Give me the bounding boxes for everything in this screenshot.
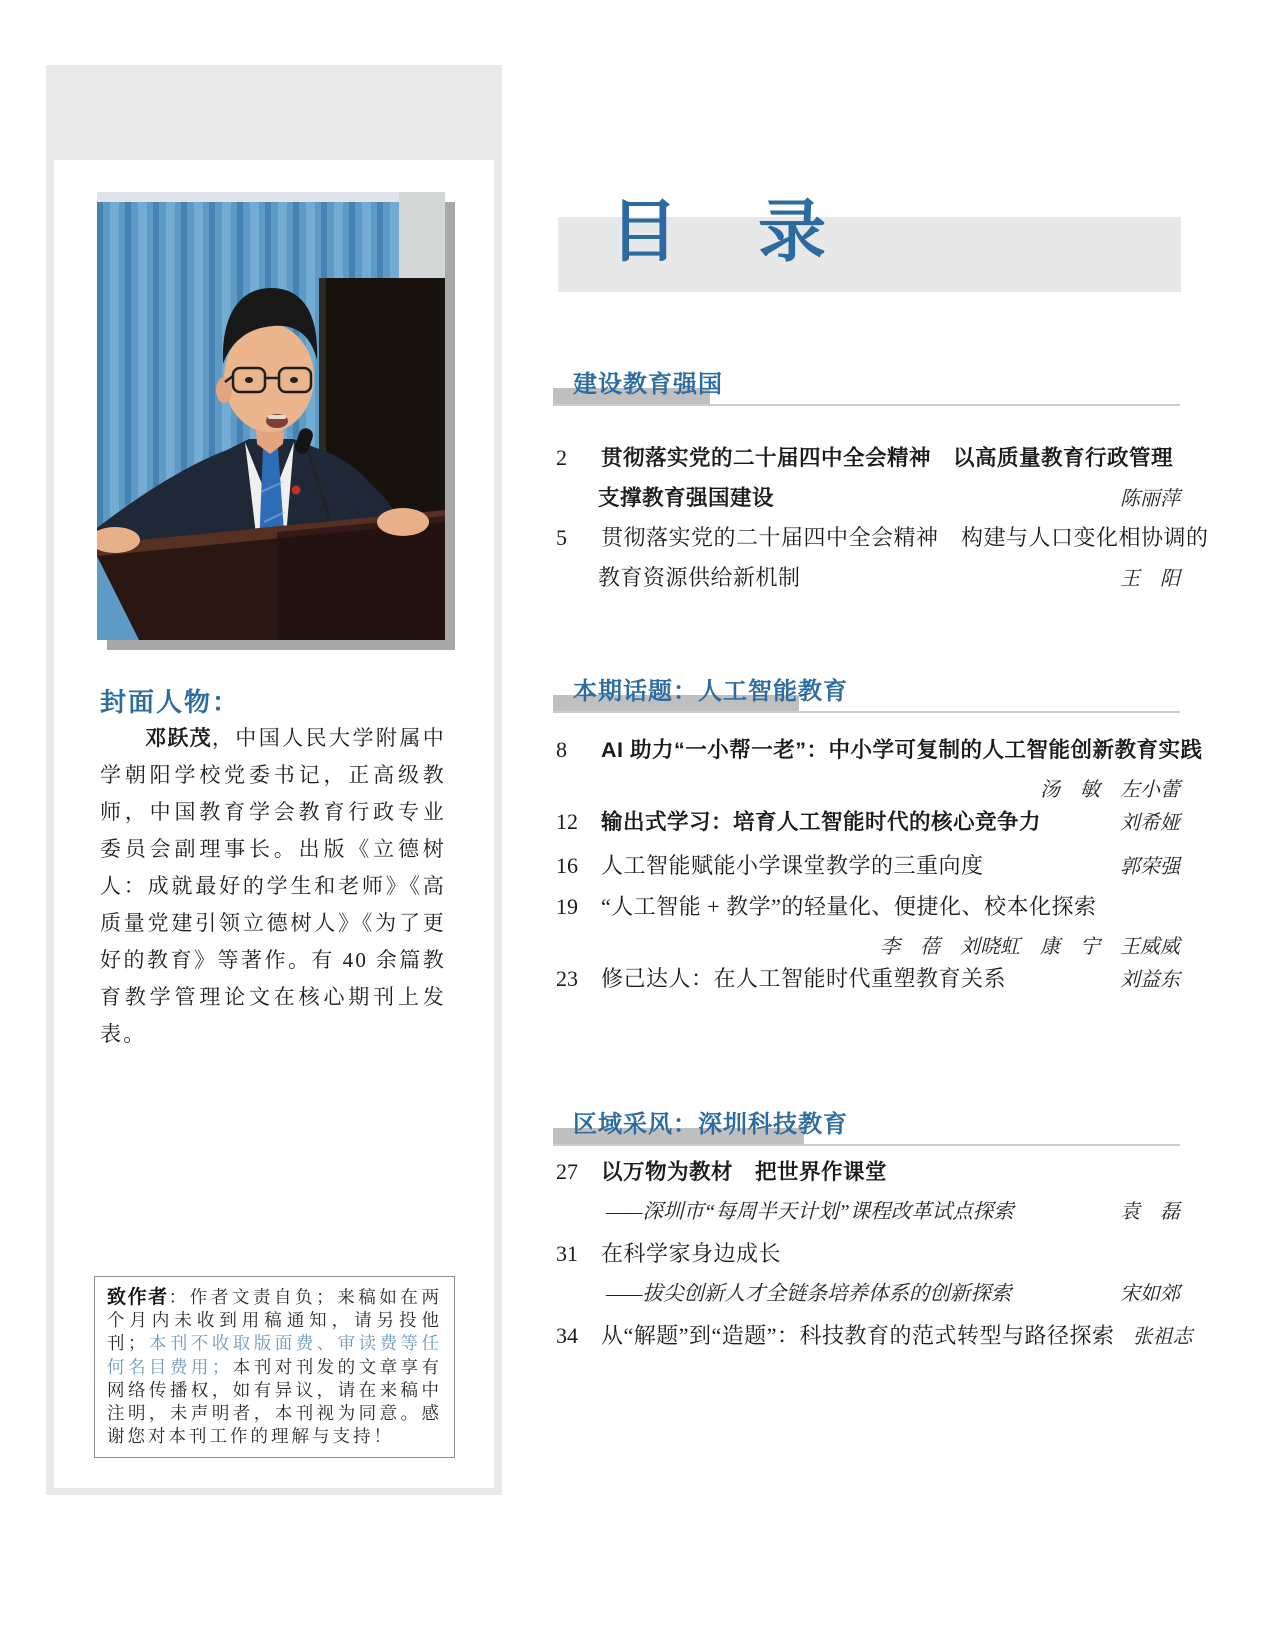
page-number: 31 (556, 1241, 578, 1266)
section-header-1 (553, 365, 1180, 406)
section-label: 本期话题：人工智能教育 (573, 678, 848, 705)
article-authors: 王 阳 (1120, 568, 1180, 590)
section-label: 建设教育强国 (573, 371, 723, 398)
article-subtitle: ——拔尖创新人才全链条培养体系的创新探索 (606, 1283, 1012, 1305)
article-title: 输出式学习：培育人工智能时代的核心竞争力 (601, 810, 1042, 834)
article-title: “人工智能 + 教学”的轻量化、便捷化、校本化探索 (601, 894, 1097, 919)
toc-entry (553, 1152, 1180, 1232)
toc-entry (553, 846, 1180, 887)
article-title: 贯彻落实党的二十届四中全会精神 构建与人口变化相协调的 (601, 525, 1209, 550)
authors-notice-text-2: 本刊对刊发的文章享有网络传播权，如有异议，请在来稿中注明，未声明者，本刊视为同意。感谢您对本刊工作的理解与支持！ (107, 1356, 443, 1447)
cover-person-name: 邓跃茂 (145, 727, 212, 750)
page-number: 23 (556, 966, 578, 991)
article-title: 人工智能赋能小学课堂教学的三重向度 (601, 853, 984, 878)
page-number: 16 (556, 853, 578, 878)
page-number: 19 (556, 894, 578, 919)
article-authors: 刘益东 (1120, 969, 1180, 991)
page-number: 27 (556, 1159, 578, 1184)
toc-entry (553, 1316, 1193, 1357)
cover-photo-illustration (97, 192, 445, 640)
article-title: 贯彻落实党的二十届四中全会精神 以高质量教育行政管理 (601, 446, 1174, 470)
toc-entry (553, 887, 1180, 967)
page-title: 目 录 (610, 194, 833, 270)
article-title: 支撑教育强国建设 (598, 486, 775, 510)
article-authors: 郭荣强 (1120, 856, 1180, 878)
authors-notice-text-1: ：作者文责自负；来稿如在两个月内未收到用稿通知，请另投他刊； (107, 1287, 442, 1354)
toc-entry (553, 1234, 1180, 1314)
article-authors: 陈丽萍 (1120, 488, 1180, 510)
article-authors: 张祖志 (1132, 1326, 1193, 1348)
toc-entry (553, 959, 1180, 1000)
left-panel-card (54, 160, 494, 1488)
article-title: 教育资源供给新机制 (598, 565, 801, 590)
article-authors: 宋如郊 (1120, 1283, 1180, 1305)
section-header-3 (553, 1105, 1180, 1146)
section-header-2 (553, 672, 1180, 713)
page-number: 5 (556, 525, 567, 550)
article-title: 修己达人：在人工智能时代重塑教育关系 (601, 966, 1007, 991)
section-label: 区域采风：深圳科技教育 (573, 1111, 848, 1138)
toc-entry (553, 518, 1209, 599)
article-authors: 袁 磊 (1120, 1201, 1180, 1223)
page-number: 8 (556, 737, 567, 762)
article-title: 以万物为教材 把世界作课堂 (601, 1160, 888, 1184)
cover-photo (97, 192, 445, 640)
article-title: 从“解题”到“造题”：科技教育的范式转型与路径探索 (601, 1323, 1115, 1348)
page-number: 34 (556, 1323, 578, 1348)
cover-person-bio-text: ，中国人民大学附属中学朝阳学校党委书记，正高级教师，中国教育学会教育行政专业委员会副理事长。出版《立德树人：成就最好的学生和老师》《高质量党建引领立德树人》《为了更好的教育》等著作。有 40 余篇教育教学管理论文在核心期刊上发表。 (100, 726, 447, 1046)
article-subtitle: ——深圳市“每周半天计划”课程改革试点探索 (606, 1201, 1014, 1223)
left-panel (46, 65, 502, 1495)
cover-person-bio (100, 720, 446, 1053)
article-title: 在科学家身边成长 (601, 1241, 782, 1266)
page-number: 2 (556, 445, 567, 470)
page-number: 12 (556, 809, 578, 834)
article-authors: 刘希娅 (1120, 812, 1180, 834)
article-authors: 李 蓓 刘晓虹 康 宁 王威威 (880, 936, 1180, 958)
authors-notice-box (94, 1276, 455, 1458)
authors-notice-lead: 致作者 (107, 1287, 169, 1308)
toc-entry (553, 438, 1180, 519)
cover-person-heading: 封面人物： (100, 687, 241, 717)
toc-entry (553, 730, 1203, 810)
article-authors: 汤 敏 左小蕾 (1040, 779, 1180, 801)
toc-entry (553, 802, 1180, 843)
article-title: AI 助力“一小帮一老”：中小学可复制的人工智能创新教育实践 (601, 738, 1203, 762)
authors-notice-highlight: 本刊不收取版面费、审读费等任何名目费用； (107, 1333, 443, 1377)
